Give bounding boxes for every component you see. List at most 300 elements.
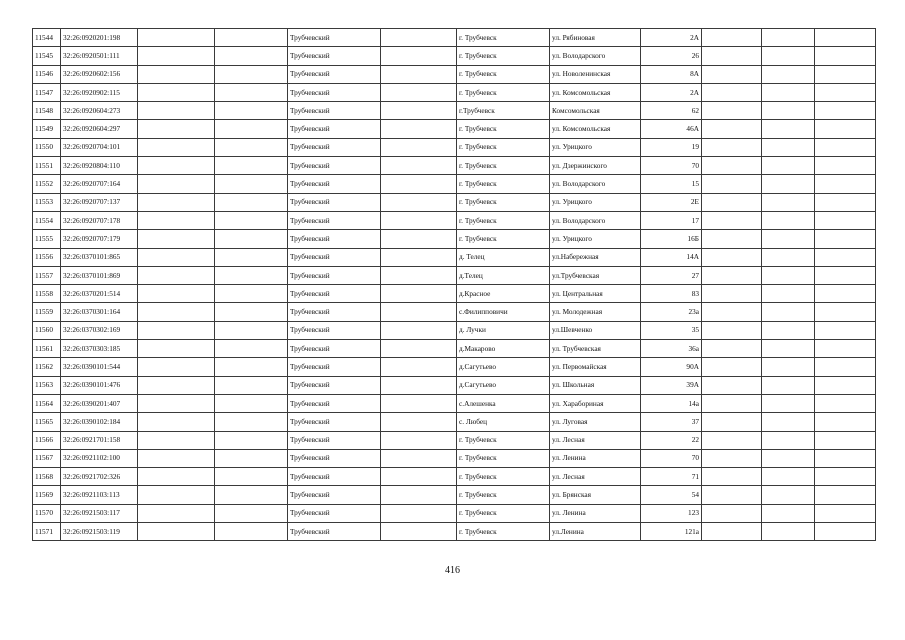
blank-column-11-cell: [762, 431, 815, 449]
street-cell: ул. Лесная: [550, 468, 641, 486]
blank-column-11-cell: [762, 248, 815, 266]
district-cell: Трубчевский: [288, 468, 381, 486]
blank-column-6-cell: [381, 230, 457, 248]
blank-column-6-cell: [381, 486, 457, 504]
record-number-cell: 11567: [33, 449, 61, 467]
blank-column-11-cell: [762, 138, 815, 156]
blank-column-4-cell: [215, 211, 288, 229]
blank-column-3-cell: [138, 431, 215, 449]
street-cell: ул. Брянская: [550, 486, 641, 504]
blank-column-4-cell: [215, 413, 288, 431]
registry-table-body: [33, 29, 876, 541]
district-cell: Трубчевский: [288, 486, 381, 504]
district-cell: Трубчевский: [288, 102, 381, 120]
blank-column-11-cell: [762, 29, 815, 47]
record-number-cell: 11561: [33, 340, 61, 358]
settlement-cell: г. Трубчевск: [457, 468, 550, 486]
blank-column-6-cell: [381, 102, 457, 120]
house-number-cell: 90А: [641, 358, 702, 376]
blank-column-11-cell: [762, 449, 815, 467]
blank-column-12-cell: [815, 431, 876, 449]
blank-column-12-cell: [815, 230, 876, 248]
house-number-cell: 26: [641, 47, 702, 65]
street-cell: ул. Комсомольская: [550, 83, 641, 101]
street-cell: ул. Урицкого: [550, 138, 641, 156]
blank-column-12-cell: [815, 468, 876, 486]
table-row: [33, 248, 876, 266]
record-number-cell: 11558: [33, 285, 61, 303]
blank-column-3-cell: [138, 175, 215, 193]
house-number-cell: 123: [641, 504, 702, 522]
settlement-cell: д.Сагутьево: [457, 358, 550, 376]
blank-column-10-cell: [702, 175, 762, 193]
district-cell: Трубчевский: [288, 504, 381, 522]
house-number-cell: 27: [641, 266, 702, 284]
table-row: [33, 211, 876, 229]
blank-column-12-cell: [815, 358, 876, 376]
cadastral-number-cell: 32:26:0920604:297: [61, 120, 138, 138]
district-cell: Трубчевский: [288, 321, 381, 339]
blank-column-11-cell: [762, 230, 815, 248]
record-number-cell: 11570: [33, 504, 61, 522]
cadastral-number-cell: 32:26:0370301:164: [61, 303, 138, 321]
blank-column-11-cell: [762, 303, 815, 321]
cadastral-number-cell: 32:26:0370101:869: [61, 266, 138, 284]
blank-column-4-cell: [215, 65, 288, 83]
table-row: [33, 193, 876, 211]
table-row: [33, 65, 876, 83]
settlement-cell: г. Трубчевск: [457, 211, 550, 229]
page-number: 416: [445, 565, 460, 576]
blank-column-12-cell: [815, 449, 876, 467]
table-row: [33, 138, 876, 156]
blank-column-3-cell: [138, 523, 215, 541]
blank-column-11-cell: [762, 358, 815, 376]
table-row: [33, 321, 876, 339]
cadastral-number-cell: 32:26:0921503:119: [61, 523, 138, 541]
street-cell: ул. Лесная: [550, 431, 641, 449]
blank-column-4-cell: [215, 138, 288, 156]
blank-column-4-cell: [215, 29, 288, 47]
district-cell: Трубчевский: [288, 358, 381, 376]
blank-column-4-cell: [215, 102, 288, 120]
blank-column-3-cell: [138, 449, 215, 467]
street-cell: ул. Урицкого: [550, 230, 641, 248]
street-cell: ул.Трубчевская: [550, 266, 641, 284]
settlement-cell: г. Трубчевск: [457, 449, 550, 467]
blank-column-6-cell: [381, 157, 457, 175]
table-row: [33, 394, 876, 412]
record-number-cell: 11571: [33, 523, 61, 541]
blank-column-4-cell: [215, 248, 288, 266]
street-cell: ул. Ленина: [550, 449, 641, 467]
cadastral-number-cell: 32:26:0920707:179: [61, 230, 138, 248]
blank-column-3-cell: [138, 394, 215, 412]
house-number-cell: 23а: [641, 303, 702, 321]
district-cell: Трубчевский: [288, 340, 381, 358]
house-number-cell: 22: [641, 431, 702, 449]
district-cell: Трубчевский: [288, 266, 381, 284]
blank-column-6-cell: [381, 248, 457, 266]
blank-column-4-cell: [215, 431, 288, 449]
blank-column-10-cell: [702, 413, 762, 431]
house-number-cell: 17: [641, 211, 702, 229]
settlement-cell: д. Телец: [457, 248, 550, 266]
blank-column-3-cell: [138, 468, 215, 486]
blank-column-6-cell: [381, 83, 457, 101]
blank-column-6-cell: [381, 175, 457, 193]
blank-column-4-cell: [215, 266, 288, 284]
cadastral-number-cell: 32:26:0370303:185: [61, 340, 138, 358]
street-cell: ул. Луговая: [550, 413, 641, 431]
settlement-cell: г. Трубчевск: [457, 157, 550, 175]
cadastral-number-cell: 32:26:0390101:544: [61, 358, 138, 376]
blank-column-6-cell: [381, 29, 457, 47]
blank-column-3-cell: [138, 157, 215, 175]
district-cell: Трубчевский: [288, 431, 381, 449]
blank-column-10-cell: [702, 138, 762, 156]
record-number-cell: 11545: [33, 47, 61, 65]
cadastral-number-cell: 32:26:0921102:100: [61, 449, 138, 467]
settlement-cell: д.Макарово: [457, 340, 550, 358]
district-cell: Трубчевский: [288, 175, 381, 193]
street-cell: ул. Комсомольская: [550, 120, 641, 138]
blank-column-4-cell: [215, 175, 288, 193]
blank-column-11-cell: [762, 394, 815, 412]
blank-column-3-cell: [138, 120, 215, 138]
blank-column-4-cell: [215, 486, 288, 504]
blank-column-4-cell: [215, 523, 288, 541]
blank-column-11-cell: [762, 468, 815, 486]
blank-column-3-cell: [138, 47, 215, 65]
settlement-cell: д. Лучки: [457, 321, 550, 339]
house-number-cell: 54: [641, 486, 702, 504]
blank-column-10-cell: [702, 340, 762, 358]
blank-column-3-cell: [138, 486, 215, 504]
record-number-cell: 11547: [33, 83, 61, 101]
table-row: [33, 431, 876, 449]
blank-column-11-cell: [762, 285, 815, 303]
blank-column-11-cell: [762, 193, 815, 211]
blank-column-11-cell: [762, 340, 815, 358]
blank-column-4-cell: [215, 285, 288, 303]
blank-column-11-cell: [762, 486, 815, 504]
blank-column-4-cell: [215, 230, 288, 248]
table-row: [33, 376, 876, 394]
blank-column-10-cell: [702, 65, 762, 83]
street-cell: ул. Новоленинская: [550, 65, 641, 83]
settlement-cell: г. Трубчевск: [457, 193, 550, 211]
blank-column-10-cell: [702, 120, 762, 138]
blank-column-11-cell: [762, 504, 815, 522]
blank-column-12-cell: [815, 504, 876, 522]
district-cell: Трубчевский: [288, 120, 381, 138]
table-row: [33, 47, 876, 65]
blank-column-12-cell: [815, 102, 876, 120]
table-row: [33, 285, 876, 303]
street-cell: ул.Ленина: [550, 523, 641, 541]
blank-column-4-cell: [215, 321, 288, 339]
blank-column-12-cell: [815, 65, 876, 83]
house-number-cell: 2Е: [641, 193, 702, 211]
blank-column-12-cell: [815, 211, 876, 229]
district-cell: Трубчевский: [288, 523, 381, 541]
blank-column-10-cell: [702, 449, 762, 467]
blank-column-3-cell: [138, 102, 215, 120]
blank-column-12-cell: [815, 285, 876, 303]
house-number-cell: 37: [641, 413, 702, 431]
blank-column-3-cell: [138, 230, 215, 248]
street-cell: ул.Шевченко: [550, 321, 641, 339]
blank-column-12-cell: [815, 29, 876, 47]
blank-column-11-cell: [762, 83, 815, 101]
blank-column-3-cell: [138, 321, 215, 339]
blank-column-12-cell: [815, 157, 876, 175]
blank-column-12-cell: [815, 303, 876, 321]
blank-column-12-cell: [815, 376, 876, 394]
table-row: [33, 83, 876, 101]
house-number-cell: 70: [641, 157, 702, 175]
blank-column-11-cell: [762, 157, 815, 175]
settlement-cell: г. Трубчевск: [457, 83, 550, 101]
settlement-cell: г.Трубчевск: [457, 102, 550, 120]
blank-column-6-cell: [381, 266, 457, 284]
blank-column-11-cell: [762, 211, 815, 229]
table-row: [33, 523, 876, 541]
blank-column-3-cell: [138, 266, 215, 284]
settlement-cell: г. Трубчевск: [457, 138, 550, 156]
blank-column-10-cell: [702, 83, 762, 101]
settlement-cell: д.Красное: [457, 285, 550, 303]
house-number-cell: 121а: [641, 523, 702, 541]
blank-column-6-cell: [381, 47, 457, 65]
blank-column-3-cell: [138, 211, 215, 229]
district-cell: Трубчевский: [288, 248, 381, 266]
district-cell: Трубчевский: [288, 303, 381, 321]
record-number-cell: 11546: [33, 65, 61, 83]
settlement-cell: г. Трубчевск: [457, 523, 550, 541]
record-number-cell: 11555: [33, 230, 61, 248]
blank-column-11-cell: [762, 413, 815, 431]
district-cell: Трубчевский: [288, 157, 381, 175]
blank-column-12-cell: [815, 266, 876, 284]
table-row: [33, 157, 876, 175]
cadastral-number-cell: 32:26:0920604:273: [61, 102, 138, 120]
cadastral-number-cell: 32:26:0920707:164: [61, 175, 138, 193]
record-number-cell: 11568: [33, 468, 61, 486]
house-number-cell: 39А: [641, 376, 702, 394]
blank-column-6-cell: [381, 211, 457, 229]
settlement-cell: г. Трубчевск: [457, 120, 550, 138]
record-number-cell: 11562: [33, 358, 61, 376]
record-number-cell: 11550: [33, 138, 61, 156]
district-cell: Трубчевский: [288, 29, 381, 47]
blank-column-11-cell: [762, 102, 815, 120]
street-cell: ул. Володарского: [550, 175, 641, 193]
registry-table: [32, 28, 876, 541]
blank-column-3-cell: [138, 340, 215, 358]
record-number-cell: 11559: [33, 303, 61, 321]
blank-column-11-cell: [762, 175, 815, 193]
blank-column-11-cell: [762, 321, 815, 339]
street-cell: ул. Харабориная: [550, 394, 641, 412]
blank-column-12-cell: [815, 120, 876, 138]
table-row: [33, 303, 876, 321]
district-cell: Трубчевский: [288, 413, 381, 431]
cadastral-number-cell: 32:26:0920902:115: [61, 83, 138, 101]
blank-column-10-cell: [702, 376, 762, 394]
blank-column-10-cell: [702, 303, 762, 321]
blank-column-4-cell: [215, 358, 288, 376]
blank-column-10-cell: [702, 248, 762, 266]
blank-column-11-cell: [762, 523, 815, 541]
blank-column-3-cell: [138, 285, 215, 303]
blank-column-4-cell: [215, 340, 288, 358]
table-row: [33, 29, 876, 47]
blank-column-10-cell: [702, 431, 762, 449]
blank-column-3-cell: [138, 248, 215, 266]
blank-column-12-cell: [815, 394, 876, 412]
blank-column-6-cell: [381, 120, 457, 138]
blank-column-4-cell: [215, 83, 288, 101]
house-number-cell: 2А: [641, 29, 702, 47]
settlement-cell: с. Любец: [457, 413, 550, 431]
blank-column-10-cell: [702, 321, 762, 339]
blank-column-12-cell: [815, 138, 876, 156]
blank-column-10-cell: [702, 47, 762, 65]
street-cell: ул. Урицкого: [550, 193, 641, 211]
settlement-cell: г. Трубчевск: [457, 230, 550, 248]
house-number-cell: 36а: [641, 340, 702, 358]
blank-column-11-cell: [762, 65, 815, 83]
street-cell: ул. Дзержинского: [550, 157, 641, 175]
record-number-cell: 11563: [33, 376, 61, 394]
street-cell: ул. Школьная: [550, 376, 641, 394]
blank-column-6-cell: [381, 285, 457, 303]
blank-column-11-cell: [762, 266, 815, 284]
district-cell: Трубчевский: [288, 65, 381, 83]
blank-column-6-cell: [381, 449, 457, 467]
cadastral-number-cell: 32:26:0390201:407: [61, 394, 138, 412]
blank-column-12-cell: [815, 83, 876, 101]
record-number-cell: 11557: [33, 266, 61, 284]
house-number-cell: 83: [641, 285, 702, 303]
blank-column-3-cell: [138, 193, 215, 211]
district-cell: Трубчевский: [288, 211, 381, 229]
street-cell: ул. Рябиновая: [550, 29, 641, 47]
house-number-cell: 2А: [641, 83, 702, 101]
blank-column-12-cell: [815, 340, 876, 358]
record-number-cell: 11551: [33, 157, 61, 175]
street-cell: ул. Володарского: [550, 211, 641, 229]
blank-column-6-cell: [381, 394, 457, 412]
cadastral-number-cell: 32:26:0920704:101: [61, 138, 138, 156]
house-number-cell: 71: [641, 468, 702, 486]
house-number-cell: 70: [641, 449, 702, 467]
blank-column-10-cell: [702, 193, 762, 211]
blank-column-11-cell: [762, 120, 815, 138]
blank-column-3-cell: [138, 376, 215, 394]
street-cell: ул. Ленина: [550, 504, 641, 522]
district-cell: Трубчевский: [288, 83, 381, 101]
street-cell: ул. Молодежная: [550, 303, 641, 321]
blank-column-10-cell: [702, 211, 762, 229]
blank-column-4-cell: [215, 376, 288, 394]
cadastral-number-cell: 32:26:0920201:198: [61, 29, 138, 47]
house-number-cell: 35: [641, 321, 702, 339]
district-cell: Трубчевский: [288, 449, 381, 467]
blank-column-4-cell: [215, 193, 288, 211]
blank-column-6-cell: [381, 523, 457, 541]
house-number-cell: 8А: [641, 65, 702, 83]
table-row: [33, 468, 876, 486]
blank-column-3-cell: [138, 65, 215, 83]
record-number-cell: 11554: [33, 211, 61, 229]
street-cell: ул. Первомайская: [550, 358, 641, 376]
blank-column-12-cell: [815, 321, 876, 339]
table-row: [33, 120, 876, 138]
blank-column-4-cell: [215, 394, 288, 412]
blank-column-12-cell: [815, 248, 876, 266]
blank-column-3-cell: [138, 504, 215, 522]
table-row: [33, 449, 876, 467]
blank-column-4-cell: [215, 504, 288, 522]
blank-column-12-cell: [815, 193, 876, 211]
cadastral-number-cell: 32:26:0370302:169: [61, 321, 138, 339]
cadastral-number-cell: 32:26:0370201:514: [61, 285, 138, 303]
blank-column-6-cell: [381, 303, 457, 321]
cadastral-number-cell: 32:26:0921503:117: [61, 504, 138, 522]
street-cell: ул. Володарского: [550, 47, 641, 65]
blank-column-10-cell: [702, 394, 762, 412]
record-number-cell: 11560: [33, 321, 61, 339]
street-cell: ул.Набережная: [550, 248, 641, 266]
table-row: [33, 358, 876, 376]
blank-column-4-cell: [215, 303, 288, 321]
cadastral-number-cell: 32:26:0920707:178: [61, 211, 138, 229]
blank-column-4-cell: [215, 47, 288, 65]
district-cell: Трубчевский: [288, 230, 381, 248]
house-number-cell: 14А: [641, 248, 702, 266]
cadastral-number-cell: 32:26:0921701:158: [61, 431, 138, 449]
record-number-cell: 11553: [33, 193, 61, 211]
record-number-cell: 11552: [33, 175, 61, 193]
settlement-cell: с.Филипповичи: [457, 303, 550, 321]
blank-column-4-cell: [215, 468, 288, 486]
table-row: [33, 340, 876, 358]
cadastral-number-cell: 32:26:0921103:113: [61, 486, 138, 504]
table-row: [33, 413, 876, 431]
blank-column-10-cell: [702, 157, 762, 175]
table-row: [33, 102, 876, 120]
cadastral-number-cell: 32:26:0390101:476: [61, 376, 138, 394]
house-number-cell: 15: [641, 175, 702, 193]
blank-column-6-cell: [381, 138, 457, 156]
blank-column-10-cell: [702, 468, 762, 486]
blank-column-12-cell: [815, 47, 876, 65]
settlement-cell: г. Трубчевск: [457, 47, 550, 65]
record-number-cell: 11548: [33, 102, 61, 120]
record-number-cell: 11544: [33, 29, 61, 47]
blank-column-10-cell: [702, 102, 762, 120]
street-cell: ул. Центральная: [550, 285, 641, 303]
district-cell: Трубчевский: [288, 285, 381, 303]
cadastral-number-cell: 32:26:0920707:137: [61, 193, 138, 211]
blank-column-10-cell: [702, 285, 762, 303]
table-row: [33, 504, 876, 522]
blank-column-3-cell: [138, 29, 215, 47]
blank-column-10-cell: [702, 29, 762, 47]
